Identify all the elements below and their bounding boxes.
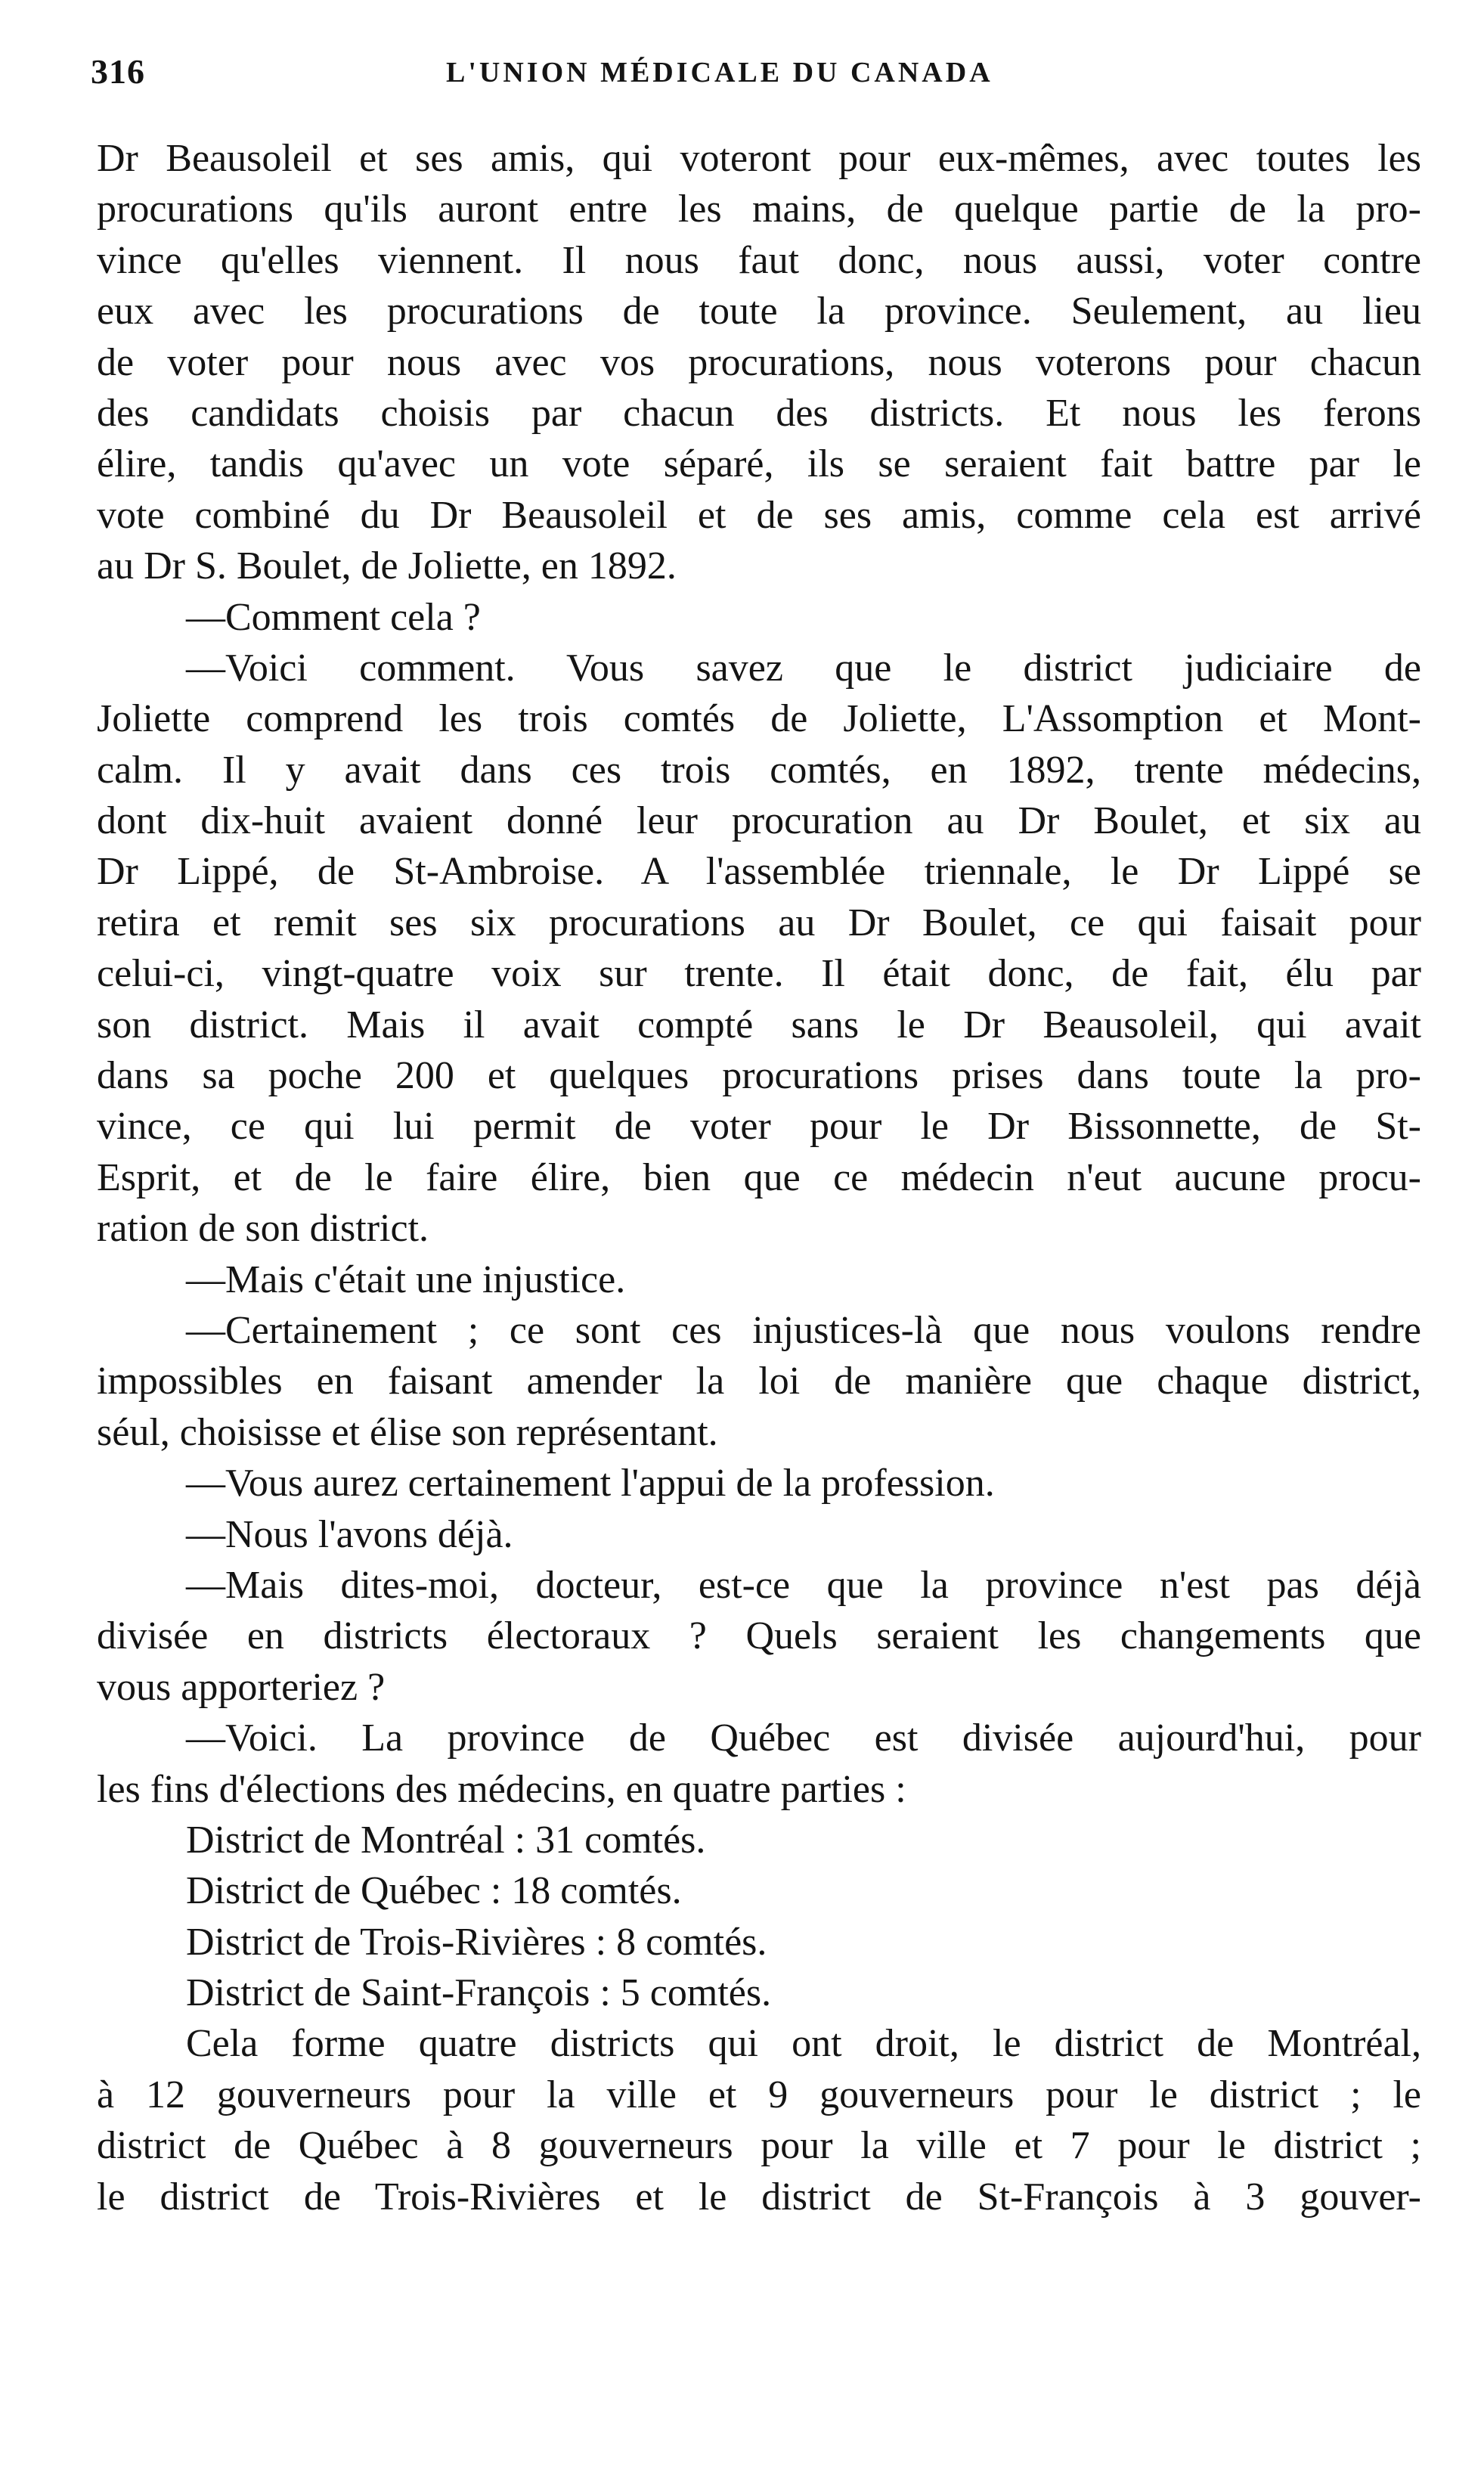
text-line: dans sa poche 200 et quelques procurations prises dans toute la pro- [97, 1054, 1421, 1098]
text-line: le district de Trois-Rivières et le district de St-François à 3 gouver- [97, 2175, 1421, 2219]
body-text [97, 133, 1421, 2222]
text-line: les fins d'élections des médecins, en quatre parties : [97, 1767, 906, 1811]
text-line: Joliette comprend les trois comtés de Joliette, L'Assomption et Mont- [97, 697, 1421, 741]
text-line: —Voici. La province de Québec est divisée aujourd'hui, pour [186, 1716, 1421, 1760]
text-line: District de Trois-Rivières : 8 comtés. [186, 1920, 767, 1964]
text-line: ration de son district. [97, 1207, 429, 1251]
text-line: —Nous l'avons déjà. [186, 1512, 513, 1556]
text-line: —Vous aurez certainement l'appui de la profession. [186, 1462, 995, 1505]
text-line: Dr Lippé, de St-Ambroise. A l'assemblée triennale, le Dr Lippé se [97, 850, 1421, 894]
text-line: vous apporteriez ? [97, 1665, 386, 1709]
text-line: vince qu'elles viennent. Il nous faut donc, nous aussi, voter contre [97, 238, 1421, 282]
text-line: District de Montréal : 31 comtés. [186, 1818, 706, 1862]
text-line: divisée en districts électoraux ? Quels seraient les changements que [97, 1614, 1421, 1658]
text-line: de voter pour nous avec vos procurations, nous voterons pour chacun [97, 340, 1421, 384]
text-line: vote combiné du Dr Beausoleil et de ses amis, comme cela est arrivé [97, 493, 1421, 537]
text-line: District de Saint-François : 5 comtés. [186, 1971, 772, 2015]
text-line: séul, choisisse et élise son représentant. [97, 1410, 718, 1454]
text-line: —Certainement ; ce sont ces injustices-là que nous voulons rendre [186, 1308, 1421, 1352]
text-line: —Mais c'était une injustice. [186, 1257, 626, 1301]
journal-title: L'UNION MÉDICALE DU CANADA [446, 57, 993, 88]
text-line: élire, tandis qu'avec un vote séparé, ils se seraient fait battre par le [97, 442, 1421, 486]
text-line: —Comment cela ? [186, 595, 481, 639]
text-line: calm. Il y avait dans ces trois comtés, en 1892, trente médecins, [97, 748, 1421, 792]
text-line: retira et remit ses six procurations au Dr Boulet, ce qui faisait pour [97, 901, 1421, 944]
text-line: District de Québec : 18 comtés. [186, 1869, 682, 1913]
text-line: —Voici comment. Vous savez que le district judiciaire de [186, 646, 1421, 690]
text-line: vince, ce qui lui permit de voter pour le Dr Bissonnette, de St- [97, 1105, 1421, 1149]
text-line: son district. Mais il avait compté sans le Dr Beausoleil, qui avait [97, 1003, 1421, 1047]
text-line: procurations qu'ils auront entre les mains, de quelque partie de la pro- [97, 188, 1421, 231]
text-line: Esprit, et de le faire élire, bien que ce médecin n'eut aucune procu- [97, 1155, 1421, 1199]
text-line: dont dix-huit avaient donné leur procuration au Dr Boulet, et six au [97, 799, 1421, 843]
text-line: celui-ci, vingt-quatre voix sur trente. Il était donc, de fait, élu par [97, 952, 1421, 996]
text-line: —Mais dites-moi, docteur, est-ce que la province n'est pas déjà [186, 1563, 1421, 1607]
text-line: Dr Beausoleil et ses amis, qui voteront pour eux-mêmes, avec toutes les [97, 137, 1421, 180]
text-line: impossibles en faisant amender la loi de manière que chaque district, [97, 1360, 1421, 1403]
text-line: Cela forme quatre districts qui ont droit, le district de Montréal, [186, 2022, 1421, 2066]
text-line: des candidats choisis par chacun des districts. Et nous les ferons [97, 391, 1421, 435]
running-head [91, 51, 1406, 97]
text-line: à 12 gouverneurs pour la ville et 9 gouverneurs pour le district ; le [97, 2073, 1421, 2116]
text-line: district de Québec à 8 gouverneurs pour la ville et 7 pour le district ; [97, 2124, 1421, 2168]
text-line: eux avec les procurations de toute la province. Seulement, au lieu [97, 290, 1421, 333]
text-line: au Dr S. Boulet, de Joliette, en 1892. [97, 544, 677, 588]
page-number: 316 [91, 52, 145, 91]
